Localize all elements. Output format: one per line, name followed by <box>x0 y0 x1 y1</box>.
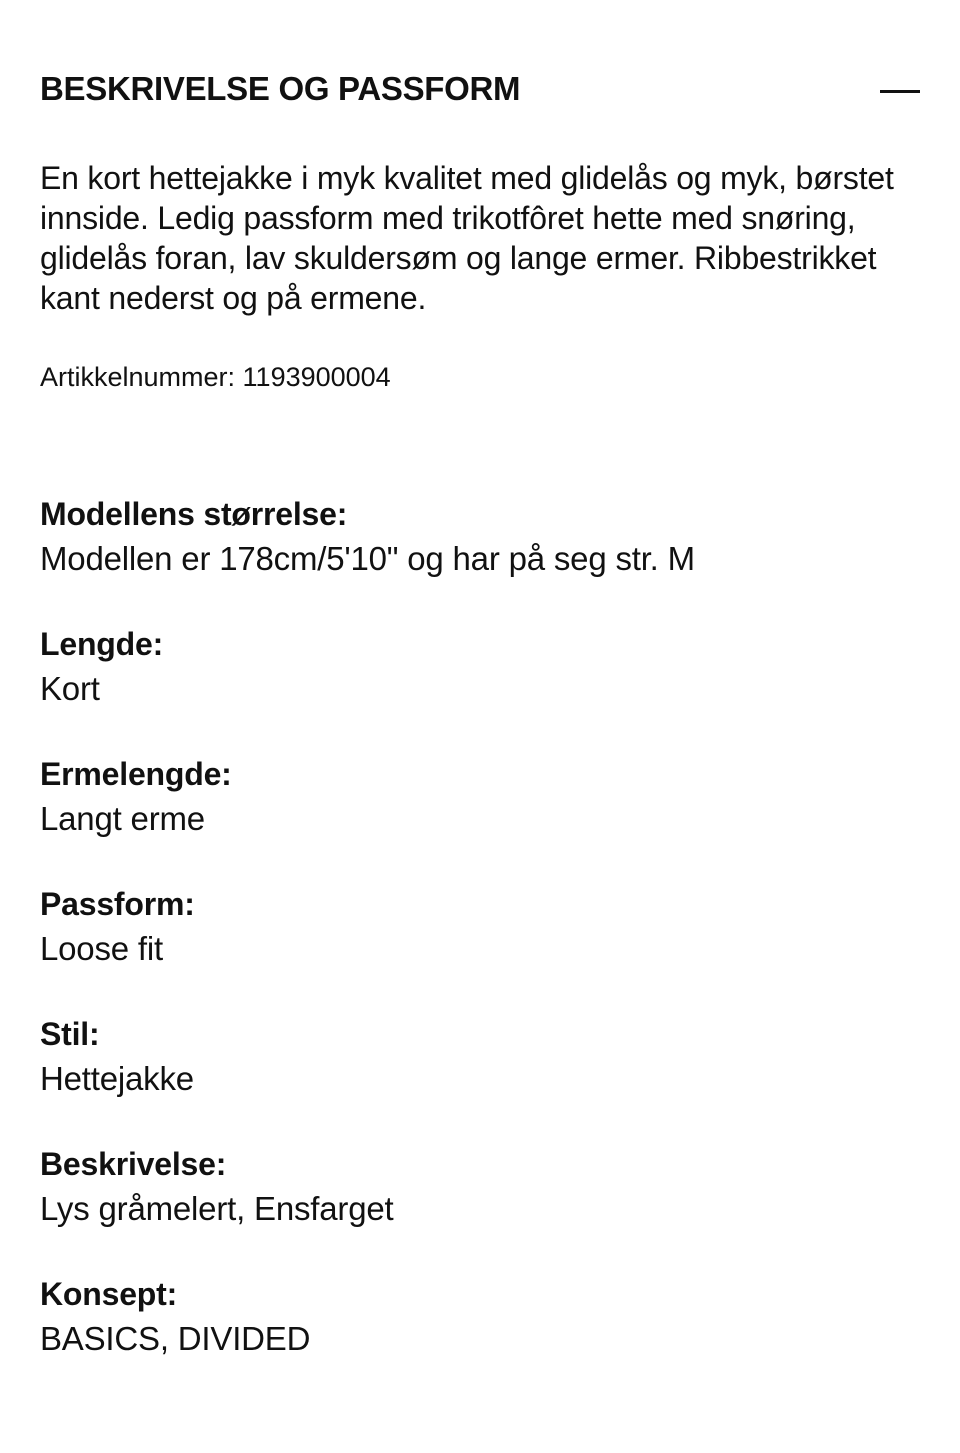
attribute-description <box>40 1142 920 1272</box>
attribute-label: Konsept: <box>40 1276 178 1312</box>
attribute-value: Langt erme <box>40 800 205 837</box>
attribute-fit <box>40 882 920 1012</box>
product-description: En kort hettejakke i myk kvalitet med glidelås og myk, børstet innside. Ledig passform med trikotfôret hette med snøring, glidelås foran, lav skuldersøm og lange ermer. Ribbestrikket kant nederst og på ermene. <box>40 160 894 316</box>
attribute-value: BASICS, DIVIDED <box>40 1320 311 1357</box>
attribute-model-size <box>40 492 920 622</box>
attribute-list <box>40 492 920 1402</box>
attribute-sleeve-length <box>40 752 920 882</box>
attribute-label: Ermelengde: <box>40 756 232 792</box>
attribute-length <box>40 622 920 752</box>
article-number: Artikkelnummer: 1193900004 <box>40 362 391 392</box>
attribute-label: Stil: <box>40 1016 100 1052</box>
description-section-header[interactable] <box>40 64 920 114</box>
attribute-value: Kort <box>40 670 100 707</box>
attribute-label: Passform: <box>40 886 195 922</box>
attribute-style <box>40 1012 920 1142</box>
minus-icon[interactable] <box>880 69 920 109</box>
attribute-label: Modellens størrelse: <box>40 496 348 532</box>
section-title: BESKRIVELSE OG PASSFORM <box>40 70 521 107</box>
attribute-value: Lys gråmelert, Ensfarget <box>40 1190 394 1227</box>
attribute-label: Lengde: <box>40 626 164 662</box>
attribute-value: Hettejakke <box>40 1060 194 1097</box>
attribute-concept <box>40 1272 920 1402</box>
attribute-value: Modellen er 178cm/5'10" og har på seg str. M <box>40 540 695 577</box>
attribute-value: Loose fit <box>40 930 163 967</box>
attribute-label: Beskrivelse: <box>40 1146 227 1182</box>
